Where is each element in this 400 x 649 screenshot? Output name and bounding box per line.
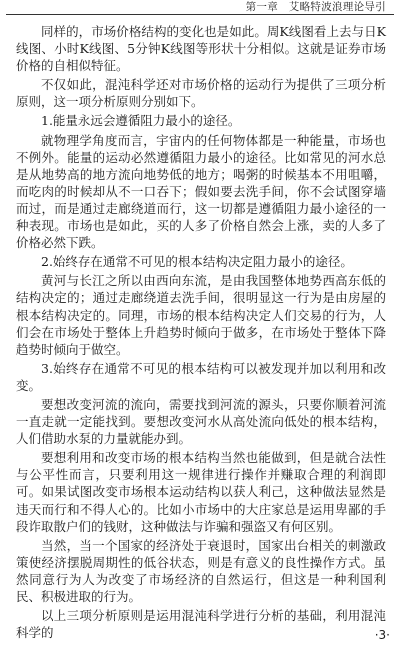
paragraph: 当然，当一个国家的经济处于衰退时，国家出台相关的刺激政策使经济摆脱周期性的低谷状态，则是有意义的良性操作方式。虽然同意行为人为改变了市场经济的自然运行，但这是一种利国利民、积极进取的行为。 <box>16 537 386 604</box>
page-body <box>16 23 386 643</box>
paragraph: 要想利用和改变市场的根本结构当然也能做到，但是就合法性与公平性而言，只要利用这一规律进行操作并赚取合理的利润即可。如果试图改变市场根本运动结构以获人利己，这种做法显然是违天而行和不得人心的。比如小市场中的大庄家总是运用卑鄙的手段诈取散户们的钱财，这种做法与诈骗和强盗又有何区别。 <box>16 450 386 534</box>
running-header <box>0 0 400 16</box>
paragraph: 以上三项分析原则是运用混沌科学进行分析的基础，利用混沌科学的 <box>16 608 386 641</box>
page-number: ·3· <box>374 628 390 642</box>
principle-heading: 1.能量永远会遵循阻力最小的途径。 <box>41 113 241 129</box>
paragraph: 黄河与长江之所以由西向东流，是由我国整体地势西高东低的结构决定的；通过走廊绕道去洗手间，很明显这一行为是由房屋的根本结构决定的。同理，市场的根本结构决定人们交易的行为，人们会在市场处于整体上升趋势时倾向于做多，在市场处于整体下降趋势时倾向于做空。 <box>16 273 386 357</box>
principle-heading: 2.始终存在通常不可见的根本结构决定阻力最小的途径。 <box>41 254 353 270</box>
paragraph: 就物理学角度而言，宇宙内的任何物体都是一种能量，市场也不例外。能量的运动必然遵循阻力最小的途径。比如常见的河水总是从地势高的地方流向地势低的地方；喝粥的时候基本不用咀嚼，而吃肉的时候却从不一口吞下；假如要去洗手间，你不会试图穿墙而过，而是通过走廊绕道而行，这一切都是遵循阻力最小途径的一种表现。市场也是如此，买的人多了价格自然会上涨，卖的人多了价格必然下跌。 <box>16 132 386 251</box>
paragraph: 要想改变河流的流向，需要找到河流的源头，只要你顺着河流一直走就一定能找到。要想改变河水从高处流向低处的根本结构，人们借助水泵的力量就能办到。 <box>16 396 386 447</box>
chapter-title: 第一章 艾略特波浪理论导引 <box>245 1 386 13</box>
paragraph: 不仅如此，混沌科学还对市场价格的运动行为提供了三项分析原则，这一项分析原则分别如下。 <box>16 77 386 110</box>
paragraph: 同样的，市场价格结构的变化也是如此。周K线图看上去与日K线图、小时K线图、5分钟K线图等形状十分相似。这就是证券市场价格的自相似特征。 <box>16 24 386 74</box>
header-divider <box>6 14 394 15</box>
principle-heading: 3.始终存在通常不可见的根本结构可以被发现并加以利用和改变。 <box>16 360 386 393</box>
